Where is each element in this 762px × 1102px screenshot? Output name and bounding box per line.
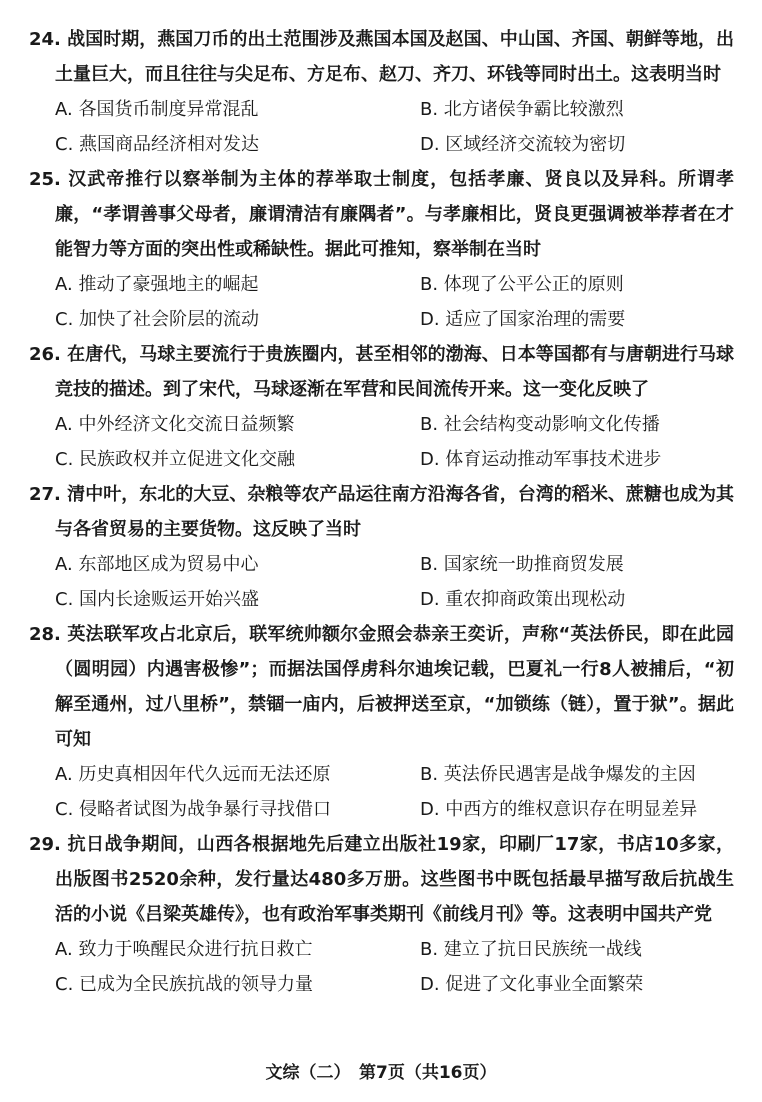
option-c: C. 侵略者试图为战争暴行寻找借口: [55, 799, 332, 820]
question-29: [0, 827, 762, 1002]
option-a: A. 东部地区成为贸易中心: [55, 554, 259, 575]
option-b: B. 建立了抗日民族统一战线: [420, 939, 642, 960]
option-d: D. 中西方的维权意识存在明显差异: [420, 799, 698, 820]
question-stem: 27. 清中叶，东北的大豆、杂粮等农产品运往南方沿海各省，台湾的稻米、蔗糖也成为其与各省贸易的主要货物。这反映了当时: [29, 484, 734, 540]
option-b: B. 体现了公平公正的原则: [420, 274, 624, 295]
options: [0, 547, 762, 617]
question-stem: 28. 英法联军攻占北京后，联军统帅额尔金照会恭亲王奕䜣，声称“英法侨民，即在此园（圆明园）内遇害极惨”；而据法国俘虏科尔迪埃记载，巴夏礼一行8人被捕后，“初解至通州，过八里桥”，禁锢一庙内，后被押送至京，“加锁练（链），置于狱”。据此可知: [29, 624, 734, 750]
option-c: C. 加快了社会阶层的流动: [55, 309, 260, 330]
option-c: C. 已成为全民族抗战的领导力量: [55, 974, 314, 995]
option-b: B. 国家统一助推商贸发展: [420, 554, 624, 575]
option-d: D. 区域经济交流较为密切: [420, 134, 626, 155]
options: [0, 407, 762, 477]
option-a: A. 致力于唤醒民众进行抗日救亡: [55, 939, 313, 960]
options: [0, 932, 762, 1002]
option-a: A. 历史真相因年代久远而无法还原: [55, 764, 331, 785]
question-25: [0, 162, 762, 337]
option-b: B. 英法侨民遇害是战争爆发的主因: [420, 764, 696, 785]
page-footer: 文综（二） 第7页（共16页）: [265, 1063, 497, 1083]
option-b: B. 社会结构变动影响文化传播: [420, 414, 660, 435]
option-c: C. 国内长途贩运开始兴盛: [55, 589, 260, 610]
question-stem: 26. 在唐代，马球主要流行于贵族圈内，甚至相邻的渤海、日本等国都有与唐朝进行马球竞技的描述。到了宋代，马球逐渐在军营和民间流传开来。这一变化反映了: [29, 344, 734, 400]
option-a: A. 中外经济文化交流日益频繁: [55, 414, 295, 435]
options: [0, 267, 762, 337]
option-d: D. 重农抑商政策出现松动: [420, 589, 626, 610]
question-stem: 24. 战国时期，燕国刀币的出土范围涉及燕国本国及赵国、中山国、齐国、朝鲜等地，出土量巨大，而且往往与尖足布、方足布、赵刀、齐刀、环钱等同时出土。这表明当时: [29, 29, 734, 85]
options: [0, 757, 762, 827]
option-c: C. 民族政权并立促进文化交融: [55, 449, 296, 470]
question-24: [0, 22, 762, 162]
option-a: A. 推动了豪强地主的崛起: [55, 274, 259, 295]
option-d: D. 促进了文化事业全面繁荣: [420, 974, 644, 995]
options: [0, 92, 762, 162]
option-d: D. 体育运动推动军事技术进步: [420, 449, 662, 470]
exam-page: [0, 22, 762, 1002]
option-d: D. 适应了国家治理的需要: [420, 309, 626, 330]
question-28: [0, 617, 762, 827]
question-stem: 25. 汉武帝推行以察举制为主体的荐举取士制度，包括孝廉、贤良以及异科。所谓孝廉，“孝谓善事父母者，廉谓清洁有廉隅者”。与孝廉相比，贤良更强调被举荐者在才能智力等方面的突出性或稀缺性。据此可推知，察举制在当时: [29, 169, 734, 260]
option-c: C. 燕国商品经济相对发达: [55, 134, 260, 155]
option-a: A. 各国货币制度异常混乱: [55, 99, 259, 120]
question-stem: 29. 抗日战争期间，山西各根据地先后建立出版社19家，印刷厂17家，书店10多家，出版图书2520余种，发行量达480多万册。这些图书中既包括最早描写敌后抗战生活的小说《吕梁英雄传》，也有政治军事类期刊《前线月刊》等。这表明中国共产党: [29, 834, 734, 925]
question-26: [0, 337, 762, 477]
option-b: B. 北方诸侯争霸比较激烈: [420, 99, 624, 120]
question-27: [0, 477, 762, 617]
